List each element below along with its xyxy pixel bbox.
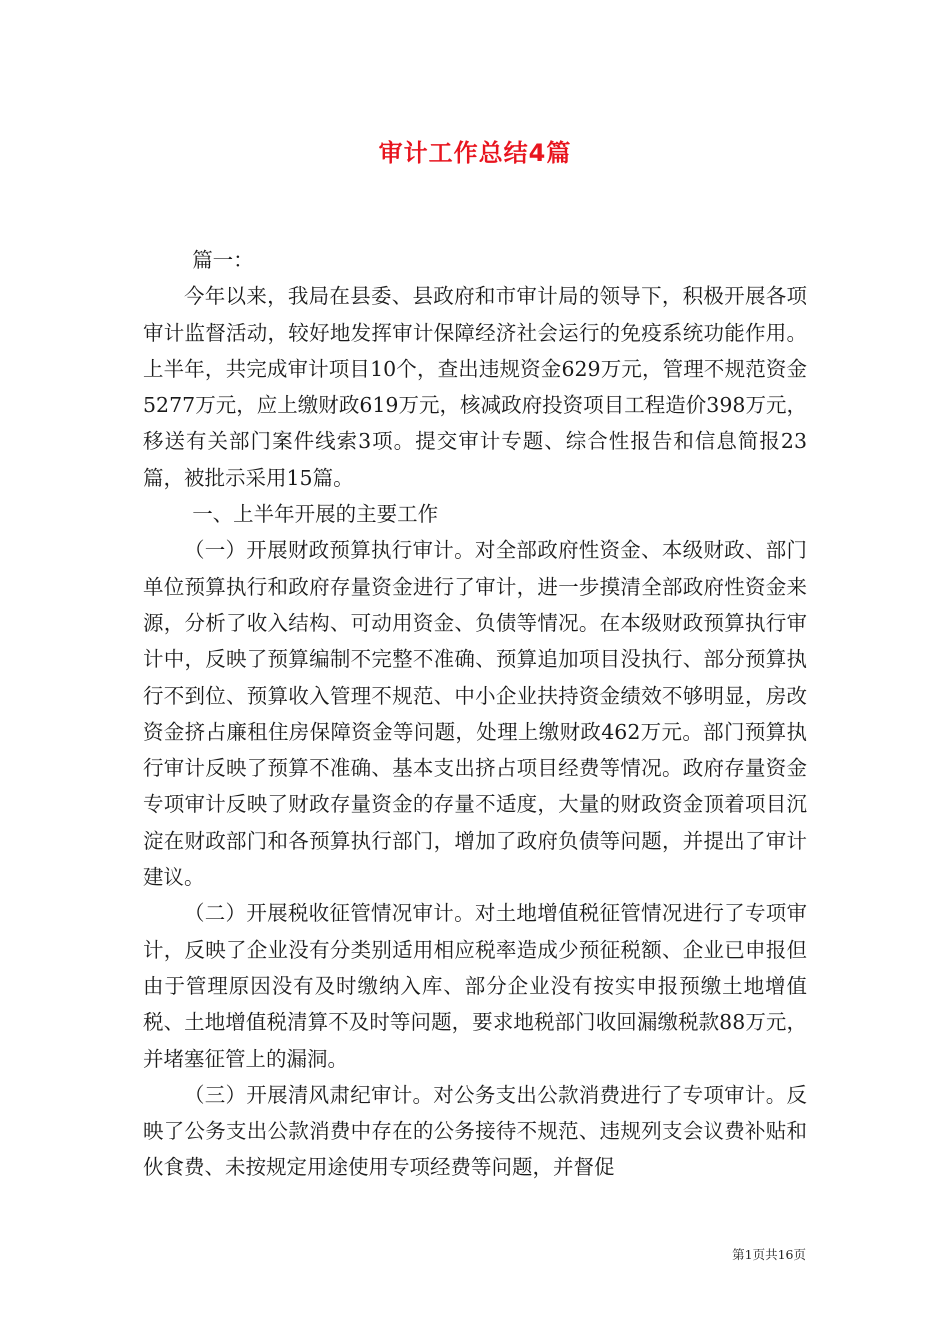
document-title: 审计工作总结4篇 [378, 139, 572, 167]
body-paragraph: （一）开展财政预算执行审计。对全部政府性资金、本级财政、部门单位预算执行和政府存量资金进行了审计，进一步摸清全部政府性资金来源，分析了收入结构、可动用资金、负债等情况。在本级财政预算执行审计中，反映了预算编制不完整不准确、预算追加项目没执行、部分预算执行不到位、预算收入管理不规范、中小企业扶持资金绩效不够明显，房改资金挤占廉租住房保障资金等问题，处理上缴财政462万元。部门预算执行审计反映了预算不准确、基本支出挤占项目经费等情况。政府存量资金专项审计反映了财政存量资金的存量不适度，大量的财政资金顶着项目沉淀在财政部门和各预算执行部门，增加了政府负债等问题，并提出了审计建议。 [143, 538, 807, 890]
page-number: 第1页共16页 [732, 1247, 806, 1262]
body-paragraph: 今年以来，我局在县委、县政府和市审计局的领导下，积极开展各项审计监督活动，较好地发挥审计保障经济社会运行的免疫系统功能作用。上半年，共完成审计项目10个，查出违规资金629万元，管理不规范资金5277万元，应上缴财政619万元，核减政府投资项目工程造价398万元，移送有关部门案件线索3项。提交审计专题、综合性报告和信息简报23篇，被批示采用15篇。 [143, 284, 807, 490]
document-body [143, 242, 807, 1186]
body-paragraph: （二）开展税收征管情况审计。对土地增值税征管情况进行了专项审计，反映了企业没有分类别适用相应税率造成少预征税额、企业已申报但由于管理原因没有及时缴纳入库、部分企业没有按实申报预缴土地增值税、土地增值税清算不及时等问题，要求地税部门收回漏缴税款88万元，并堵塞征管上的漏洞。 [143, 901, 807, 1071]
section-label: 篇一： [192, 248, 254, 272]
body-paragraph: （三）开展清风肃纪审计。对公务支出公款消费进行了专项审计。反映了公务支出公款消费中存在的公务接待不规范、违规列支会议费补贴和伙食费、未按规定用途使用专项经费等问题，并督促 [143, 1082, 807, 1180]
section-heading: 一、上半年开展的主要工作 [192, 502, 439, 527]
